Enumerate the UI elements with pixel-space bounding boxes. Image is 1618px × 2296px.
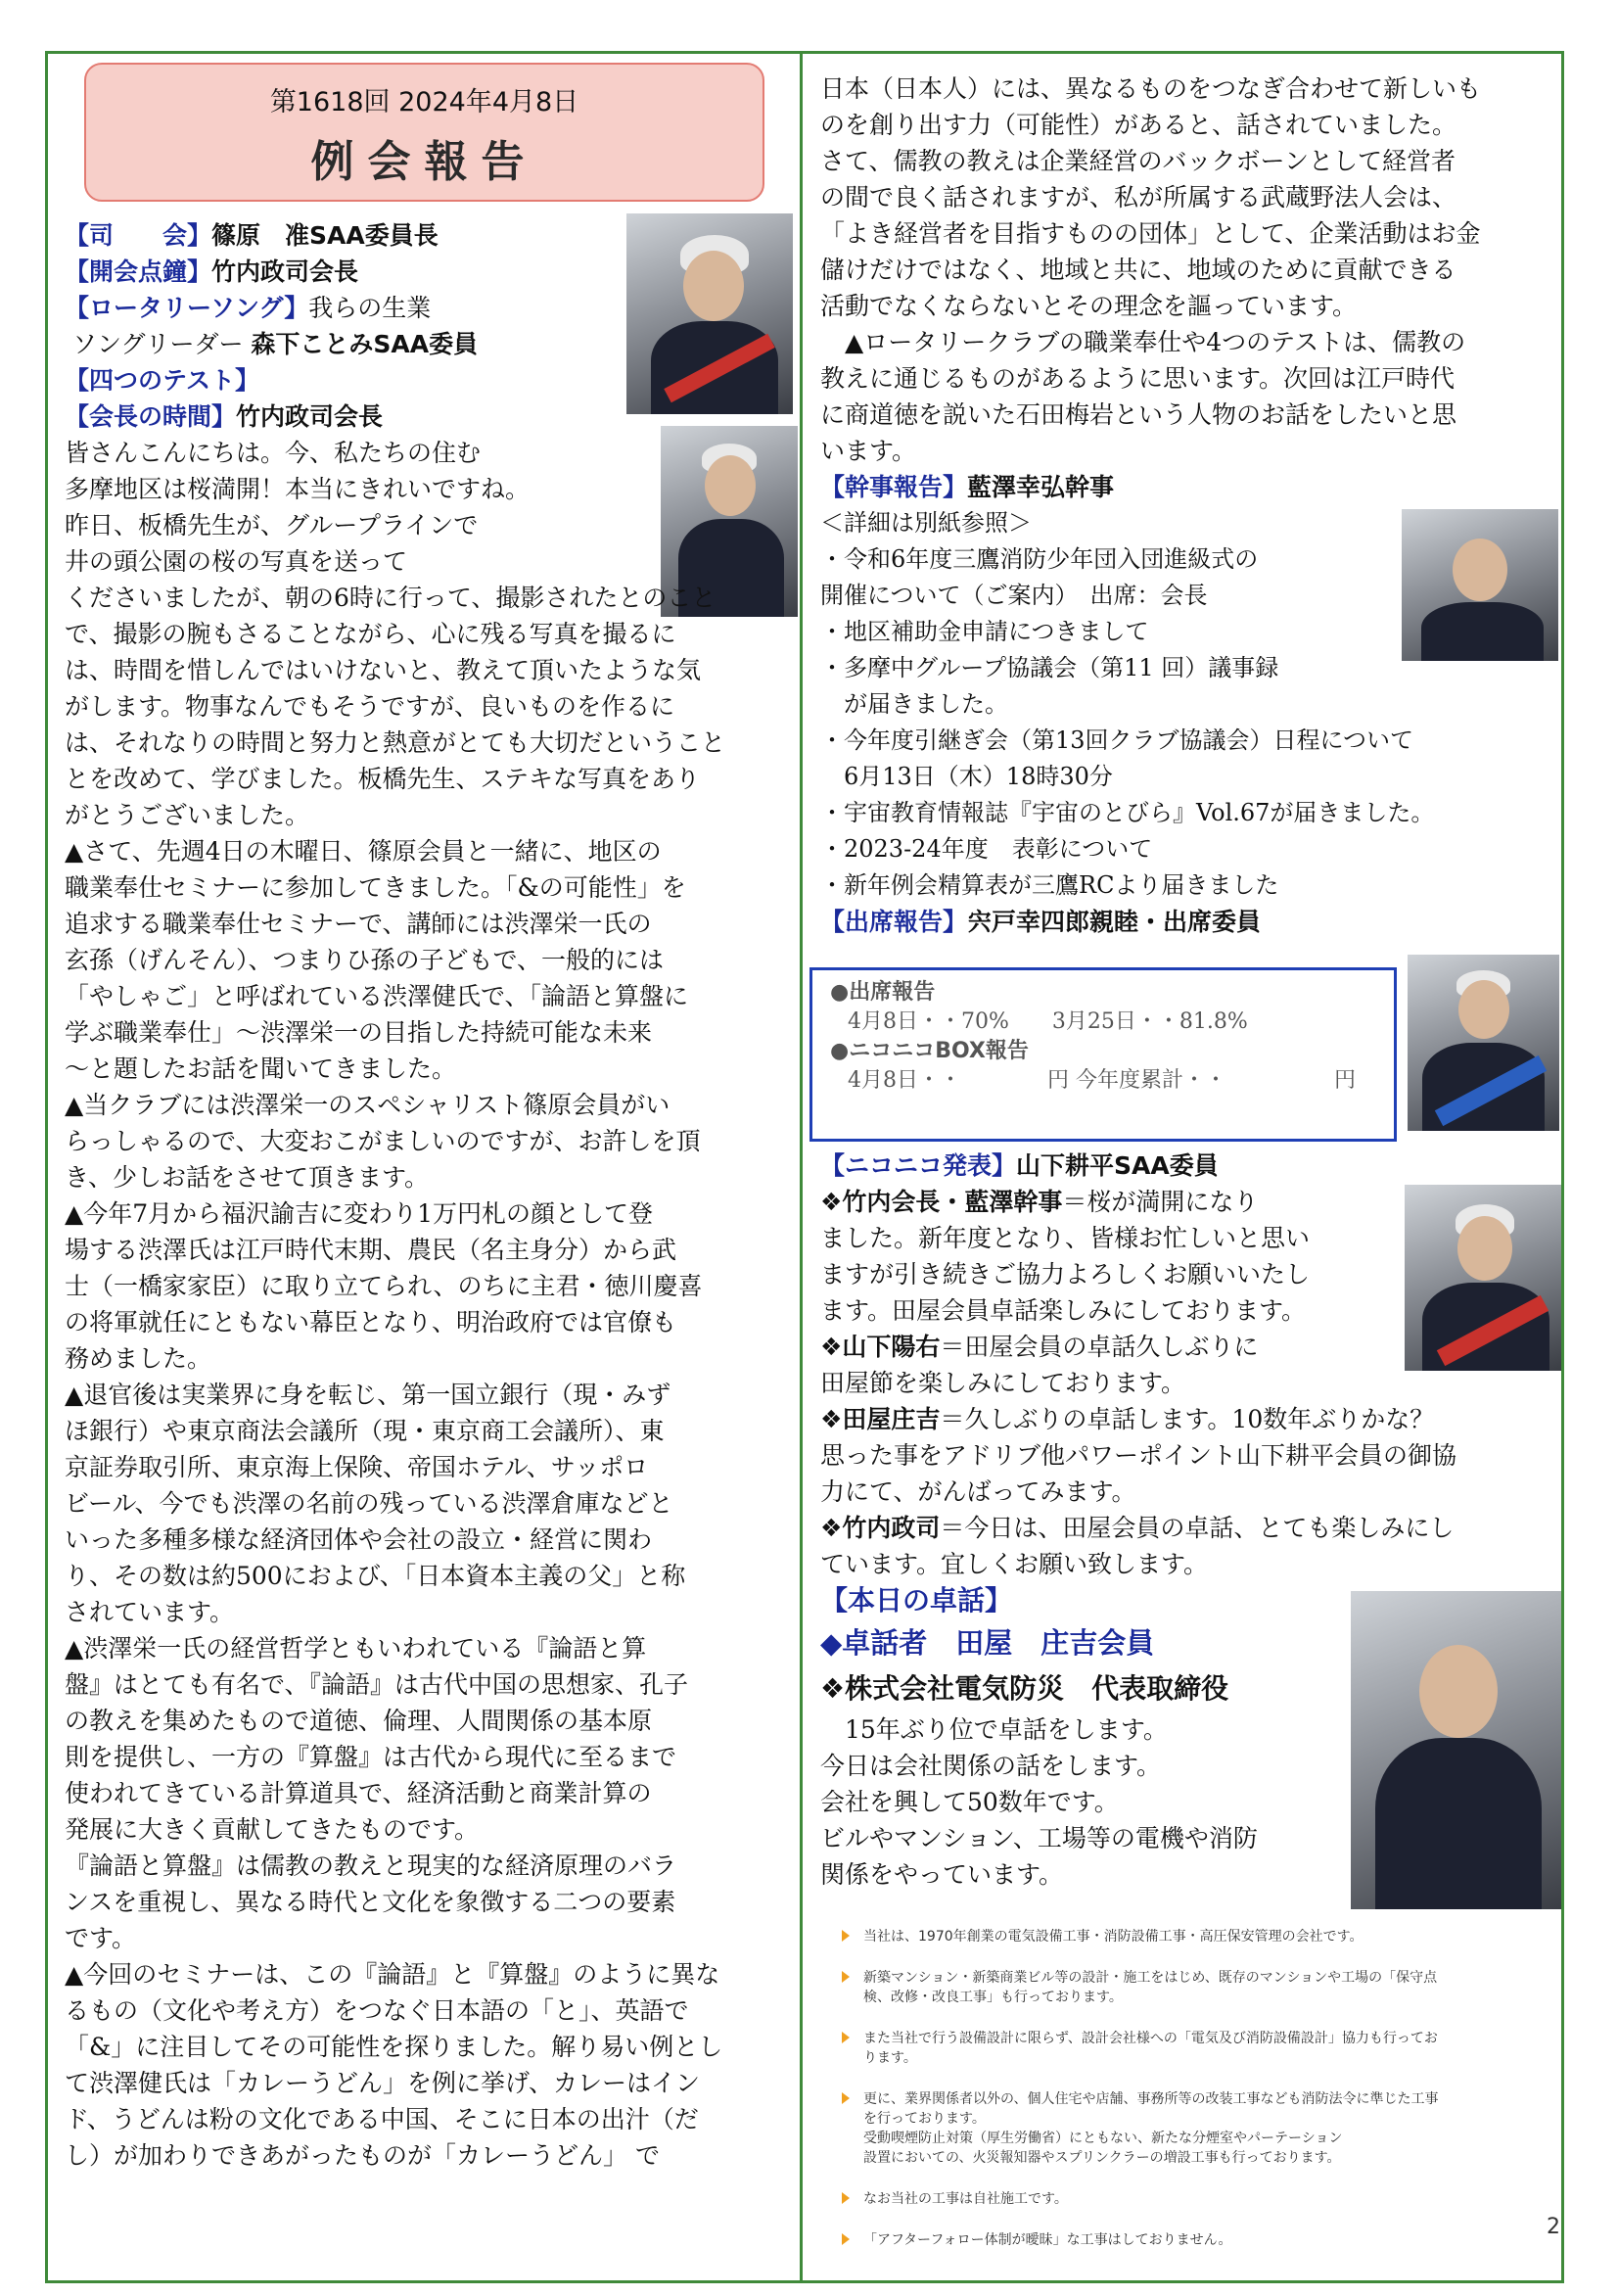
text-line: 井の頭公園の桜の写真を送って	[65, 547, 408, 576]
niko-box-value: 4月8日・・ 円 今年度累計・・ 円	[848, 1068, 1356, 1093]
text-line: ・地区補助金申請につきまして	[820, 618, 1149, 645]
speaker-company: ❖株式会社電気防災 代表取締役	[820, 1672, 1229, 1705]
president-heading: 【会長の時間】竹内政司会長	[65, 402, 384, 431]
text-line: ・今年度引継ぎ会（第13回クラブ協議会）日程について	[820, 726, 1414, 754]
text-line: 学ぶ職業奉仕」～渋澤栄一の目指した持続可能な未来	[65, 1018, 653, 1047]
left-column	[65, 217, 769, 2174]
text-line: 今日は会社関係の話をします。	[820, 1752, 1162, 1780]
text-line: り、その数は約500におよび、「日本資本主義の父」と称	[65, 1562, 686, 1590]
text-line: ＜詳細は別紙参照＞	[820, 509, 1032, 537]
company-point-text: また当社で行う設備設計に限らず、設計会社様への「電気及び消防設備設計」協力も行ってお ります。	[863, 2031, 1438, 2066]
niko-line	[820, 1437, 1554, 1474]
page-number: 2	[1547, 2215, 1560, 2239]
niko-message: ＝今日は、田屋会員の卓話、とても楽しみにし	[940, 1514, 1455, 1542]
company-point	[842, 2230, 1527, 2250]
text-line: き、少しお話をさせて頂きます。	[65, 1163, 430, 1192]
text-line: 職業奉仕セミナーに参加してきました。「&の可能性」を	[65, 873, 686, 902]
text-line: 玄孫（げんそん）、つまりひ孫の子どもで、一般的には	[65, 946, 665, 974]
niko-message: ＝久しぶりの卓話します。10数年ぶりかな？	[940, 1405, 1435, 1433]
text-line: 京証券取引所、東京海上保険、帝国ホテル、サッポロ	[65, 1453, 649, 1481]
text-line: 「よき経営者を目指すものの団体」として、企業活動はお金	[820, 219, 1481, 248]
triangle-bullet-icon	[842, 2092, 850, 2104]
attendance-value: 4月8日・・70% 3月25日・・81.8%	[848, 1009, 1248, 1034]
niko-message: ています。宜しくお願い致します。	[820, 1550, 1209, 1578]
text-line: の間で良く話されますが、私が所属する武蔵野法人会は、	[820, 183, 1457, 211]
text-line: 昨日、板橋先生が、グループラインで	[65, 511, 479, 539]
company-point-text: 当社は、1970年創業の電気設備工事・消防設備工事・高圧保安管理の会社です。	[863, 1929, 1364, 1945]
niko-member-name: ❖山下陽右	[820, 1333, 941, 1361]
text-line: ンスを重視し、異なる時代と文化を象徴する二つの要素	[65, 1888, 676, 1916]
text-line: ド、うどんは粉の文化である中国、そこに日本の出汁（だ	[65, 2105, 699, 2133]
right-column	[820, 70, 1554, 940]
company-point	[842, 2189, 1527, 2209]
text-line: 場する渋澤氏は江戸時代末期、農民（名主身分）から武	[65, 1236, 677, 1264]
company-point	[842, 2029, 1527, 2068]
company-point-text: 「アフターフォロー体制が曖昧」な工事はしておりません。	[863, 2232, 1232, 2248]
text-line: 多摩地区は桜満開！本当にきれいですね。	[65, 475, 531, 503]
text-line: 使われてきている計算道具で、経済活動と商業計算の	[65, 1779, 652, 1807]
text-line: の将軍就任にともない幕臣となり、明治政府では官僚も	[65, 1308, 677, 1336]
text-line: は、時間を惜しんではいけないと、教えて頂いたような気	[65, 656, 702, 684]
text-line: ・2023-24年度 表彰について	[820, 835, 1153, 863]
company-point	[842, 1968, 1527, 2007]
triangle-bullet-icon	[842, 2032, 850, 2043]
text-line: 儲けだけではなく、地域と共に、地域のために貢献できる	[820, 256, 1456, 284]
attendance-heading: 【出席報告】宍戸幸四郎親睦・出席委員	[820, 908, 1262, 936]
text-line: ・令和6年度三鷹消防少年団入団進級式の	[820, 545, 1259, 573]
text-line: いった多種多様な経済団体や会社の設立・経営に関わ	[65, 1525, 653, 1554]
text-line: の教えを集めたもので道徳、倫理、人間関係の基本原	[65, 1707, 653, 1735]
niko-line	[820, 1546, 1554, 1582]
report-banner	[84, 63, 764, 202]
president-speech-continued	[820, 70, 1554, 469]
niko-photo	[1405, 1185, 1561, 1371]
text-line: 15年ぶり位で卓話をします。	[820, 1715, 1168, 1744]
host-line: 【司 会】篠原 准SAA委員長	[65, 221, 439, 250]
song-leader-line: ソングリーダー 森下ことみSAA委員	[71, 330, 479, 358]
text-line: ▲退官後は実業界に身を転じ、第一国立銀行（現・みず	[65, 1381, 671, 1409]
niko-message: 田屋節を楽しみにしております。	[820, 1369, 1186, 1397]
column-divider	[800, 51, 803, 2283]
text-line: ～と題したお話を聞いてきました。	[65, 1054, 457, 1083]
secretary-photo	[1402, 509, 1558, 661]
text-line: がとうございました。	[65, 801, 310, 829]
niko-message: ますが引き続きご協力よろしくお願いいたし	[820, 1260, 1311, 1289]
takuwa-heading: 【本日の卓話】	[820, 1584, 1013, 1617]
company-point-text: 新築マンション・新築商業ビル等の設計・施工をはじめ、既存のマンションや工場の「保守点 検、改修・改良工事」も行っております。	[863, 1970, 1438, 2005]
text-line: います。	[820, 437, 917, 465]
niko-message: 力にて、がんばってみます。	[820, 1477, 1136, 1506]
text-line: くださいましたが、朝の6時に行って、撮影されたとのこと	[65, 584, 717, 612]
company-point	[842, 2089, 1527, 2168]
text-line: で、撮影の腕もさることながら、心に残る写真を撮るに	[65, 620, 676, 648]
text-line: 盤』はとても有名で、『論語』は古代中国の思想家、孔子	[65, 1670, 689, 1699]
text-line: 皆さんこんにちは。今、私たちの住む	[65, 439, 482, 467]
niko-message: 思った事をアドリブ他パワーポイント山下耕平会員の御協	[820, 1441, 1457, 1470]
text-line: ・新年例会精算表が三鷹RCより届きました	[820, 871, 1279, 899]
niko-line	[820, 1474, 1554, 1510]
attendance-title: ●出席報告	[830, 980, 936, 1005]
text-line: ほ銀行）や東京商法会議所（現・東京商工会議所）、東	[65, 1417, 665, 1445]
niko-message: ＝桜が満開になり	[1062, 1188, 1259, 1216]
company-point	[842, 1927, 1527, 1946]
text-line: 務めました。	[65, 1344, 212, 1373]
text-line: ビルやマンション、工場等の電機や消防	[820, 1824, 1258, 1852]
niko-message: ます。田屋会員卓話楽しみにしております。	[820, 1296, 1307, 1325]
song-line: 【ロータリーソング】我らの生業	[65, 294, 432, 322]
text-line: のを創り出す力（可能性）があると、話されていました。	[820, 111, 1457, 139]
text-line: 則を提供し、一方の『算盤』は古代から現代に至るまで	[65, 1743, 677, 1771]
triangle-bullet-icon	[842, 1971, 850, 1983]
niko-line	[820, 1510, 1554, 1546]
text-line: 活動でなくならないとその理念を謳っています。	[820, 292, 1358, 320]
text-line: 「&」に注目してその可能性を探りました。解り易い例とし	[65, 2033, 723, 2061]
page-title: 例会報告	[310, 137, 538, 187]
text-line: さて、儒教の教えは企業経営のバックボーンとして経営者	[820, 147, 1456, 175]
attendance-box	[809, 967, 1397, 1142]
text-line: ・宇宙教育情報誌『宇宙のとびら』Vol.67が届きました。	[820, 799, 1435, 826]
text-line: 6月13日（木）18時30分	[820, 763, 1113, 790]
attendance-photo	[1408, 955, 1559, 1131]
secretary-heading: 【幹事報告】藍澤幸弘幹事	[820, 473, 1115, 501]
text-line: らっしゃるので、大変おこがましいのですが、お許しを頂	[65, 1127, 701, 1155]
four-tests-heading: 【四つのテスト】	[65, 366, 260, 395]
text-line: 関係をやっています。	[820, 1860, 1064, 1889]
text-line: 会社を興して50数年です。	[820, 1788, 1119, 1816]
text-line: ビール、今でも渋澤の名前の残っている渋澤倉庫などと	[65, 1489, 673, 1518]
speaker-line: ◆卓話者 田屋 庄吉会員	[820, 1626, 1155, 1660]
text-line: ▲ロータリークラブの職業奉仕や4つのテストは、儒教の	[820, 328, 1466, 356]
triangle-bullet-icon	[842, 1930, 850, 1942]
text-line: て渋澤健氏は「カレーうどん」を例に挙げ、カレーはイン	[65, 2069, 701, 2097]
text-line: 『論語と算盤』は儒教の教えと現実的な経済原理のバラ	[65, 1851, 677, 1880]
company-profile	[842, 1927, 1527, 2272]
text-line: 日本（日本人）には、異なるものをつなぎ合わせて新しいも	[820, 74, 1482, 103]
text-line: ▲渋澤栄一氏の経営哲学ともいわれている『論語と算	[65, 1634, 647, 1663]
text-line: がします。物事なんでもそうですが、良いものを作るに	[65, 692, 675, 721]
niko-message: ました。新年度となり、皆様お忙しいと思い	[820, 1224, 1311, 1252]
text-line: ▲今年7月から福沢諭吉に変わり1万円札の顔として登	[65, 1199, 654, 1228]
triangle-bullet-icon	[842, 2192, 850, 2204]
text-line: 開催について（ご案内） 出席：会長	[820, 582, 1208, 609]
text-line: 発展に大きく貢献してきたものです。	[65, 1815, 480, 1844]
niko-box-title: ●ニコニコBOX報告	[830, 1039, 1029, 1063]
text-line: ▲さて、先週4日の木曜日、篠原会員と一緒に、地区の	[65, 837, 662, 866]
text-line: 士（一橋家家臣）に取り立てられ、のちに主君・徳川慶喜	[65, 1272, 703, 1300]
company-point-text: 更に、業界関係者以外の、個人住宅や店舗、事務所等の改装工事なども消防法令に準じた工事 を行っております。 受動喫煙防止対策（厚生労働省）にともない、新たな分煙室やパーテーション 設置においての、火災報知器やスプリンクラーの増設工事も行っております。	[863, 2091, 1439, 2166]
niko-member-name: ❖竹内会長・藍澤幹事	[820, 1188, 1063, 1216]
text-line: ▲今回のセミナーは、この『論語』と『算盤』のように異な	[65, 1960, 720, 1989]
niko-line	[820, 1401, 1554, 1437]
triangle-bullet-icon	[842, 2233, 850, 2245]
text-line: 追求する職業奉仕セミナーで、講師には渋澤栄一氏の	[65, 910, 652, 938]
niko-member-name: ❖田屋庄吉	[820, 1405, 941, 1433]
company-point-text: なお当社の工事は自社施工です。	[863, 2191, 1068, 2207]
text-line: とを改めて、学びました。板橋先生、ステキな写真をあり	[65, 765, 701, 793]
text-line: し）が加わりできあがったものが「カレーうどん」 で	[65, 2141, 660, 2170]
niko-message: ＝田屋会員の卓話久しぶりに	[940, 1333, 1259, 1361]
opening-line: 【開会点鐘】竹内政司会長	[65, 258, 359, 286]
text-line: 教えに通じるものがあるように思います。次回は江戸時代	[820, 364, 1456, 393]
president-speech	[65, 435, 769, 2174]
text-line: されています。	[65, 1598, 235, 1626]
text-line: です。	[65, 1924, 137, 1952]
text-line: が届きました。	[820, 690, 1008, 718]
text-line: るもの（文化や考え方）をつなぐ日本語の「と」、英語で	[65, 1996, 689, 2025]
text-line: に商道徳を説いた石田梅岩という人物のお話をしたいと思	[820, 400, 1457, 429]
speaker-photo	[1351, 1591, 1561, 1909]
text-line: 「やしゃご」と呼ばれている渋澤健氏で、「論語と算盤に	[65, 982, 689, 1010]
niko-heading: 【ニコニコ発表】山下耕平SAA委員	[820, 1151, 1219, 1180]
text-line: ▲当クラブには渋澤栄一のスペシャリスト篠原会員がい	[65, 1091, 670, 1119]
text-line: は、それなりの時間と努力と熱意がとても大切だということ	[65, 728, 726, 757]
niko-member-name: ❖竹内政司	[820, 1514, 941, 1542]
text-line: ・多摩中グループ協議会（第11 回）議事録	[820, 654, 1279, 681]
meeting-date: 第1618回 2024年4月8日	[269, 87, 579, 117]
